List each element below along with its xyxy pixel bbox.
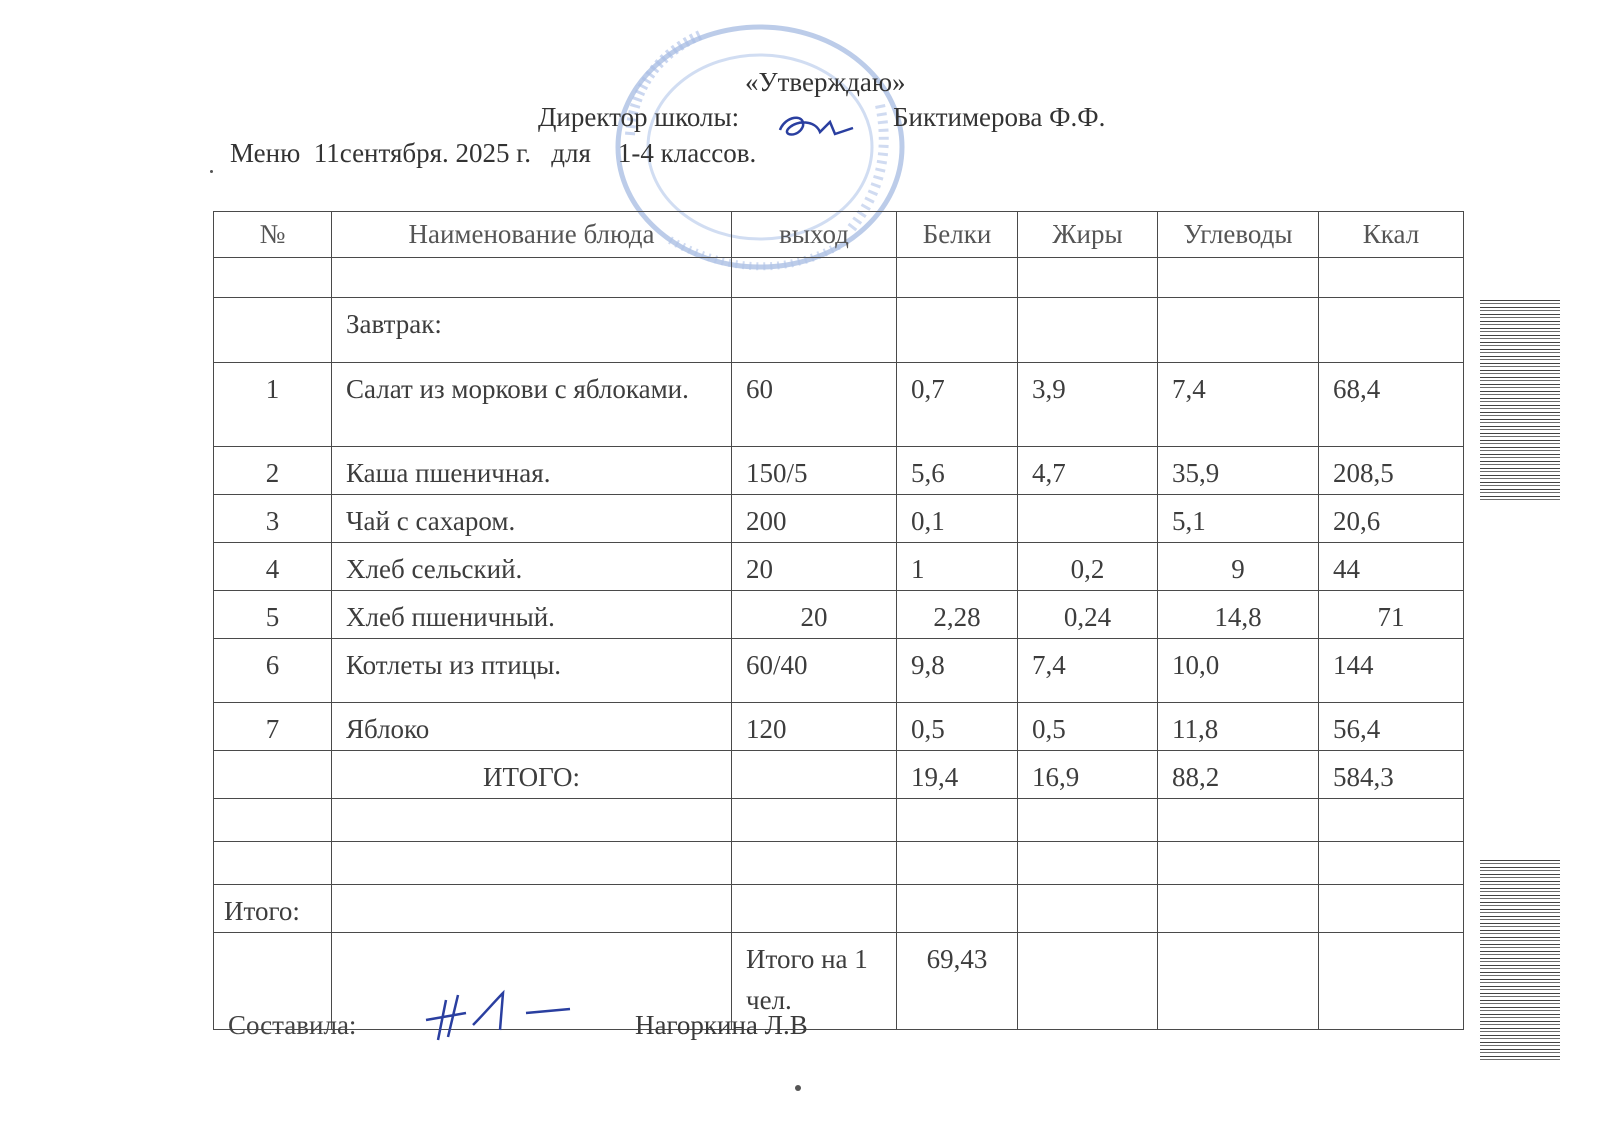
dish-protein: 0,7 <box>897 363 1018 447</box>
total-label: ИТОГО: <box>332 751 732 799</box>
itogo-row <box>214 885 1464 933</box>
table-row <box>214 447 1464 495</box>
col-header-dish: Наименование блюда <box>332 212 732 258</box>
compiler-signature <box>418 985 578 1045</box>
table-row <box>214 495 1464 543</box>
dish-carbs: 14,8 <box>1158 591 1319 639</box>
total-carbs: 88,2 <box>1158 751 1319 799</box>
row-number: 4 <box>214 543 332 591</box>
director-name: Биктимерова Ф.Ф. <box>893 102 1106 132</box>
col-header-yield: выход <box>732 212 897 258</box>
compiled-by-label: Составила: <box>228 1010 357 1040</box>
dish-protein: 9,8 <box>897 639 1018 703</box>
scan-artifact <box>1480 860 1560 1060</box>
row-number: 5 <box>214 591 332 639</box>
section-label-breakfast: Завтрак: <box>332 298 732 363</box>
total-row <box>214 751 1464 799</box>
col-header-carbs: Углеводы <box>1158 212 1319 258</box>
dish-protein: 2,28 <box>897 591 1018 639</box>
menu-table <box>213 211 1464 1030</box>
table-row <box>214 703 1464 751</box>
table-row <box>214 591 1464 639</box>
dish-fat: 3,9 <box>1018 363 1158 447</box>
table-row <box>214 363 1464 447</box>
dish-carbs: 5,1 <box>1158 495 1319 543</box>
dish-name: Чай с сахаром. <box>332 495 732 543</box>
dish-fat: 4,7 <box>1018 447 1158 495</box>
dish-carbs: 11,8 <box>1158 703 1319 751</box>
dish-name: Котлеты из птицы. <box>332 639 732 703</box>
dish-fat: 0,24 <box>1018 591 1158 639</box>
director-label: Директор школы: <box>538 102 740 132</box>
dish-kcal: 56,4 <box>1319 703 1464 751</box>
row-number: 3 <box>214 495 332 543</box>
dish-kcal: 208,5 <box>1319 447 1464 495</box>
dish-yield: 60/40 <box>732 639 897 703</box>
dish-name: Яблоко <box>332 703 732 751</box>
itogo-label: Итого: <box>214 885 332 933</box>
empty-row <box>214 842 1464 885</box>
dish-kcal: 71 <box>1319 591 1464 639</box>
dish-fat: 7,4 <box>1018 639 1158 703</box>
approve-heading: «Утверждаю» <box>745 67 906 97</box>
col-header-kcal: Ккал <box>1319 212 1464 258</box>
dish-fat: 0,5 <box>1018 703 1158 751</box>
dish-yield: 20 <box>732 591 897 639</box>
dish-protein: 1 <box>897 543 1018 591</box>
total-protein: 19,4 <box>897 751 1018 799</box>
dish-kcal: 44 <box>1319 543 1464 591</box>
dish-fat <box>1018 495 1158 543</box>
dish-name: Салат из моркови с яблоками. <box>332 363 732 447</box>
per-person-value: 69,43 <box>897 933 1018 1030</box>
empty-row <box>214 258 1464 298</box>
total-fat: 16,9 <box>1018 751 1158 799</box>
dish-fat: 0,2 <box>1018 543 1158 591</box>
dish-carbs: 9 <box>1158 543 1319 591</box>
dish-yield: 120 <box>732 703 897 751</box>
dish-name: Каша пшеничная. <box>332 447 732 495</box>
dish-yield: 200 <box>732 495 897 543</box>
dish-name: Хлеб сельский. <box>332 543 732 591</box>
row-number: 7 <box>214 703 332 751</box>
per-person-label: Итого на 1 чел. <box>732 933 897 1030</box>
row-number: 1 <box>214 363 332 447</box>
menu-title: Меню 11сентября. 2025 г. для 1-4 классов. <box>230 138 757 168</box>
section-row <box>214 298 1464 363</box>
row-number: 2 <box>214 447 332 495</box>
dish-yield: 20 <box>732 543 897 591</box>
dish-kcal: 144 <box>1319 639 1464 703</box>
table-header-row <box>214 212 1464 258</box>
total-kcal: 584,3 <box>1319 751 1464 799</box>
col-header-fat: Жиры <box>1018 212 1158 258</box>
dish-carbs: 10,0 <box>1158 639 1319 703</box>
per-person-row <box>214 933 1464 1030</box>
table-row <box>214 543 1464 591</box>
dish-yield: 60 <box>732 363 897 447</box>
dish-protein: 0,1 <box>897 495 1018 543</box>
row-number: 6 <box>214 639 332 703</box>
col-header-number: № <box>214 212 332 258</box>
dish-carbs: 35,9 <box>1158 447 1319 495</box>
compiled-by-name: Нагоркина Л.В <box>635 1010 808 1040</box>
scan-artifact <box>1480 300 1560 500</box>
dish-protein: 5,6 <box>897 447 1018 495</box>
col-header-protein: Белки <box>897 212 1018 258</box>
dish-yield: 150/5 <box>732 447 897 495</box>
empty-row <box>214 799 1464 842</box>
scan-dot <box>795 1085 801 1091</box>
dish-kcal: 20,6 <box>1319 495 1464 543</box>
table-row <box>214 639 1464 703</box>
dish-name: Хлеб пшеничный. <box>332 591 732 639</box>
dish-kcal: 68,4 <box>1319 363 1464 447</box>
scan-dot <box>210 170 213 173</box>
dish-protein: 0,5 <box>897 703 1018 751</box>
dish-carbs: 7,4 <box>1158 363 1319 447</box>
director-signature <box>775 108 860 143</box>
